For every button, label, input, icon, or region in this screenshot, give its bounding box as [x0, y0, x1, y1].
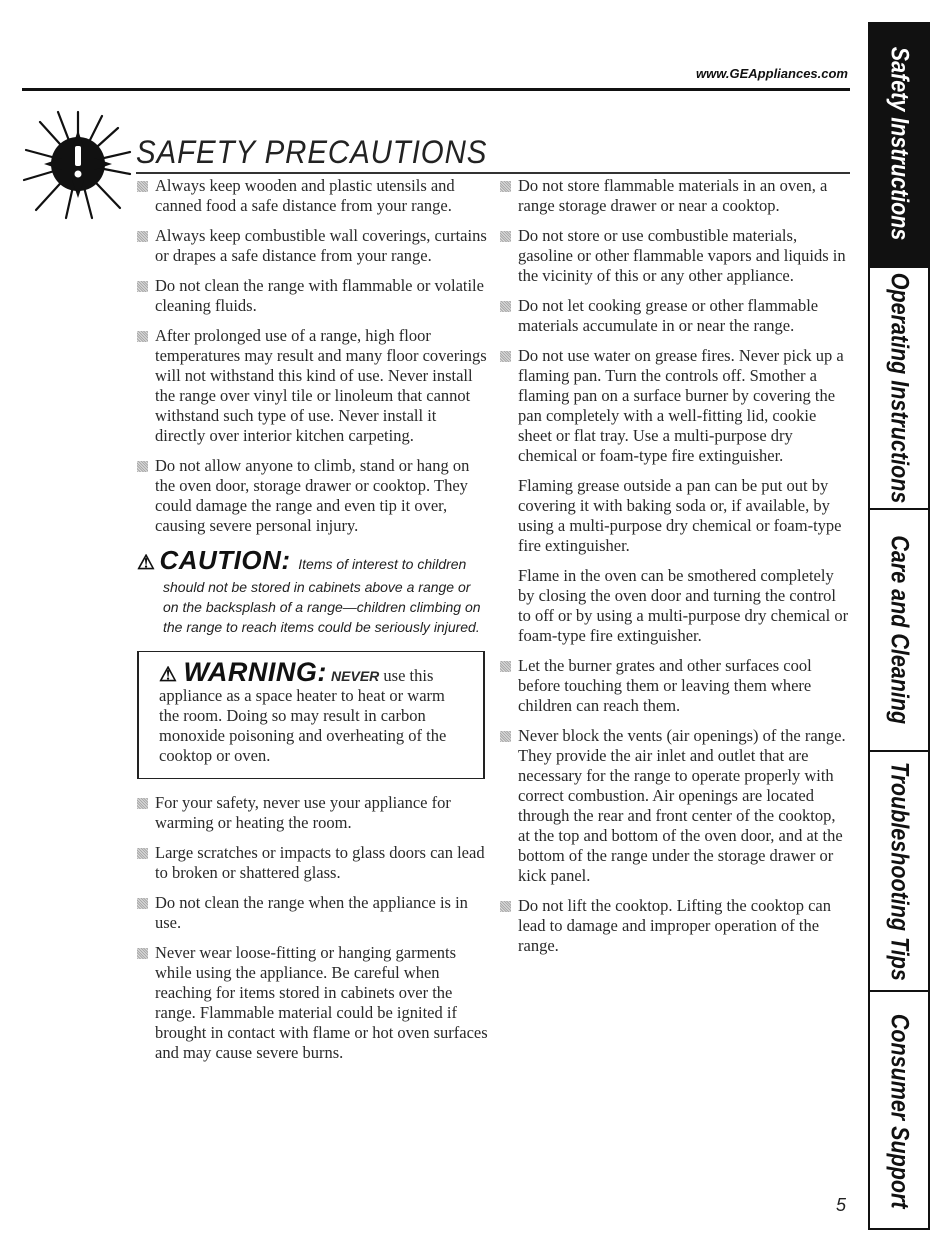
- list-item-text: Let the burner grates and other surfaces cool before touching them or leaving them where children can reach them.: [518, 656, 812, 715]
- safety-list-bottom: [137, 793, 489, 1063]
- square-bullet-icon: [500, 351, 511, 362]
- square-bullet-icon: [500, 901, 511, 912]
- square-bullet-icon: [137, 331, 148, 342]
- list-item-text: Large scratches or impacts to glass doors can lead to broken or shattered glass.: [155, 843, 485, 882]
- list-item-text: Do not clean the range with flammable or volatile cleaning fluids.: [155, 276, 484, 315]
- square-bullet-icon: [500, 661, 511, 672]
- list-item-text: Never wear loose-fitting or hanging garments while using the appliance. Be careful when reaching for items stored in cabinets over the range. Flammable material could be ignited if brought in contact with flame or hot oven surfaces and may cause severe burns.: [155, 943, 488, 1062]
- section-tabs: [868, 22, 930, 1230]
- square-bullet-icon: [500, 731, 511, 742]
- paragraph-text: Flaming grease outside a pan can be put out by covering it with baking soda or, if available, by using a multi-purpose dry chemical or foam-type fire extinguisher.: [518, 476, 842, 555]
- warning-text: use this appliance as a space heater to heat or warm the room. Doing so may result in carbon monoxide poisoning and overheating of the cooktop or oven.: [159, 666, 447, 765]
- header-url: www.GEAppliances.com: [696, 66, 848, 81]
- square-bullet-icon: [137, 948, 148, 959]
- square-bullet-icon: [137, 898, 148, 909]
- list-item: [500, 296, 850, 336]
- square-bullet-icon: [137, 848, 148, 859]
- square-bullet-icon: [500, 231, 511, 242]
- header-rule: [22, 88, 850, 91]
- square-bullet-icon: [137, 281, 148, 292]
- tab-care-and-cleaning[interactable]: [870, 508, 928, 750]
- caution-label: CAUTION:: [159, 545, 291, 575]
- square-bullet-icon: [137, 798, 148, 809]
- tab-label: Operating Instructions: [885, 272, 914, 504]
- list-item: [500, 346, 850, 466]
- list-item-text: Do not use water on grease fires. Never pick up a flaming pan. Turn the controls off. Smother a flaming pan on a surface burner by covering the pan completely with a well-fitting lid, cookie sheet or flat tray. Use a multi-purpose dry chemical or foam-type fire extinguisher.: [518, 346, 844, 465]
- list-item-text: After prolonged use of a range, high floor temperatures may result and many floor coverings will not withstand this kind of use. Never install the range over vinyl tile or linoleum that cannot withstand such type of use. Never install it directly over interior kitchen carpeting.: [155, 326, 487, 445]
- exclamation-burst-icon: [22, 108, 134, 220]
- square-bullet-icon: [500, 181, 511, 192]
- list-item: [500, 176, 850, 216]
- list-item-text: Do not allow anyone to climb, stand or hang on the oven door, storage drawer or cooktop. They could damage the range and even tip it over, causing severe personal injury.: [155, 456, 470, 535]
- caution-notice: [137, 546, 489, 637]
- tab-safety-instructions[interactable]: [870, 22, 928, 266]
- warning-never: NEVER: [331, 668, 380, 684]
- list-item: [137, 943, 489, 1063]
- safety-list-right-a: [500, 176, 850, 466]
- tab-troubleshooting-tips[interactable]: [870, 750, 928, 990]
- list-item-text: Do not store or use combustible materials, gasoline or other flammable vapors and liquids in the vicinity of this or any other appliance.: [518, 226, 846, 285]
- list-item: [500, 726, 850, 886]
- page-number: 5: [836, 1195, 847, 1215]
- square-bullet-icon: [137, 231, 148, 242]
- list-item: [500, 226, 850, 286]
- square-bullet-icon: [137, 461, 148, 472]
- list-item-text: Do not clean the range when the appliance is in use.: [155, 893, 468, 932]
- paragraph: [500, 566, 850, 646]
- paragraph: [500, 476, 850, 556]
- warning-box: [137, 651, 485, 779]
- warning-triangle-icon: ⚠: [159, 664, 178, 686]
- tab-operating-instructions[interactable]: [870, 266, 928, 508]
- square-bullet-icon: [500, 301, 511, 312]
- list-item-text: Do not let cooking grease or other flammable materials accumulate in or near the range.: [518, 296, 819, 335]
- list-item: [500, 656, 850, 716]
- list-item: [137, 793, 489, 833]
- tab-label: Safety Instructions: [885, 47, 914, 241]
- list-item: [137, 276, 489, 316]
- title-rule: [136, 172, 850, 174]
- square-bullet-icon: [137, 181, 148, 192]
- list-item-text: Never block the vents (air openings) of the range. They provide the air inlet and outlet that are necessary for the range to operate properly with correct combustion. Air openings are located through the rear and front center of the cooktop, at the top and bottom of the oven door, and at the bottom of the range under the storage drawer or kick panel.: [518, 726, 846, 885]
- list-item-text: Do not lift the cooktop. Lifting the cooktop can lead to damage and improper operation of the range.: [518, 896, 831, 955]
- list-item-text: Always keep combustible wall coverings, curtains or drapes a safe distance from your range.: [155, 226, 487, 265]
- list-item: [137, 326, 489, 446]
- list-item: [137, 843, 489, 883]
- tab-label: Troubleshooting Tips: [885, 761, 914, 981]
- caution-text-rest: should not be stored in cabinets above a range or on the backsplash of a range—children climbing on the range to reach items could be seriously injured.: [163, 579, 481, 635]
- right-column: [500, 176, 850, 966]
- safety-list-right-b: [500, 656, 850, 956]
- warning-triangle-icon: ⚠: [137, 552, 156, 574]
- page-title: SAFETY PRECAUTIONS: [136, 134, 488, 170]
- safety-list-top: [137, 176, 489, 536]
- paragraph-text: Flame in the oven can be smothered completely by closing the oven door and turning the control to off or by using a multi-purpose dry chemical or foam-type fire extinguisher.: [518, 566, 849, 645]
- list-item: [137, 893, 489, 933]
- tab-label: Care and Cleaning: [885, 535, 914, 725]
- list-item-text: Do not store flammable materials in an oven, a range storage drawer or near a cooktop.: [518, 176, 828, 215]
- list-item-text: Always keep wooden and plastic utensils and canned food a safe distance from your range.: [155, 176, 455, 215]
- left-column: [137, 176, 489, 1073]
- fire-paragraphs: [500, 476, 850, 646]
- list-item: [137, 456, 489, 536]
- caution-text-first: Items of interest to children: [298, 556, 467, 572]
- warning-label: WARNING:: [183, 657, 327, 687]
- list-item: [137, 226, 489, 266]
- tab-label: Consumer Support: [885, 1013, 914, 1209]
- list-item: [137, 176, 489, 216]
- list-item: [500, 896, 850, 956]
- list-item-text: For your safety, never use your appliance for warming or heating the room.: [155, 793, 451, 832]
- tab-consumer-support[interactable]: [870, 990, 928, 1230]
